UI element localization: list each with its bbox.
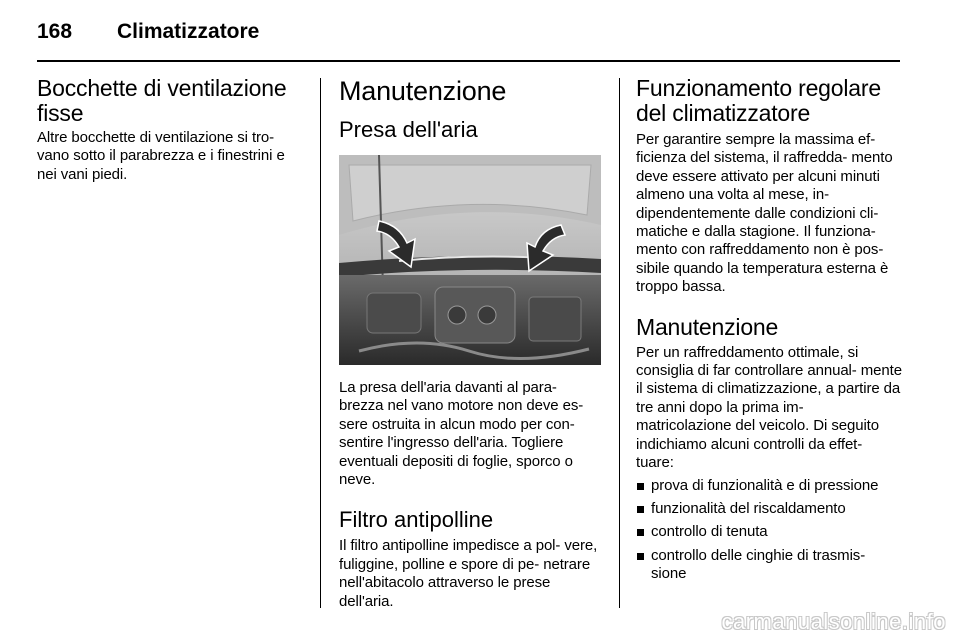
maintenance-checks-list (636, 477, 902, 584)
section-heading-regular-operation: Funzionamento regolare del climatizzatore (636, 75, 881, 126)
section-heading-maintenance: Manutenzione (636, 313, 779, 340)
subheading-air-intake: Presa dell'aria (339, 117, 478, 142)
square-bullet-icon (637, 553, 644, 560)
fixed-vents-paragraph: Altre bocchette di ventilazione si tro- vano sotto il parabrezza e i finestrini e nei vani piedi. (37, 129, 285, 183)
list-item: prova di funzionalità e di pressione (636, 477, 902, 495)
column-divider-left (320, 78, 321, 608)
section-heading-fixed-vents: Bocchette di ventilazione fisse (37, 75, 287, 126)
column-divider-right (619, 78, 620, 608)
column-3 (636, 76, 902, 589)
engine-bay-photo (339, 155, 601, 365)
section-title-maintenance: Manutenzione (339, 76, 507, 106)
subheading-pollen-filter: Filtro antipolline (339, 507, 494, 533)
list-item: funzionalità del riscaldamento (636, 500, 902, 518)
column-2 (339, 76, 601, 611)
pollen-filter-paragraph: Il filtro antipolline impedisce a pol- vere, fuliggine, polline e spore di pe- netrare nell'abitacolo attraverso le prese dell'aria. (339, 537, 598, 610)
air-intake-paragraph: La presa dell'aria davanti al para- brezza nel vano motore non deve es- sere ostruita in alcun modo per con- sentire l'ingresso dell'aria. Togliere eventuali depositi di foglie, sporco o neve. (339, 379, 584, 489)
square-bullet-icon (637, 483, 644, 490)
square-bullet-icon (637, 529, 644, 536)
maintenance-paragraph: Per un raffreddamento ottimale, si consiglia di far controllare annual- mente il sistema di climatizzazione, a partire da tre anni dopo la prima im- matricolazione del veicolo. Di seguito indichiamo alcuni controlli da effet- tuare: (636, 343, 902, 472)
watermark: carmanualsonline.info (721, 609, 946, 634)
header-rule (37, 60, 900, 62)
page-number: 168 (37, 20, 73, 43)
list-item: controllo delle cinghie di trasmis- sione (636, 547, 902, 584)
square-bullet-icon (637, 506, 644, 513)
regular-operation-paragraph: Per garantire sempre la massima ef- ficienza del sistema, il raffredda- mento deve essere attivato per alcuni minuti almeno una volta al mese, in- dipendentemente dalle condizioni cli- matiche e dalla stagione. Il funziona- mento con raffreddamento non è pos- sibile quando la temperatura esterna è troppo bassa. (636, 131, 893, 296)
list-item: controllo di tenuta (636, 523, 902, 541)
chapter-title: Climatizzatore (117, 20, 260, 43)
column-1 (37, 76, 303, 184)
